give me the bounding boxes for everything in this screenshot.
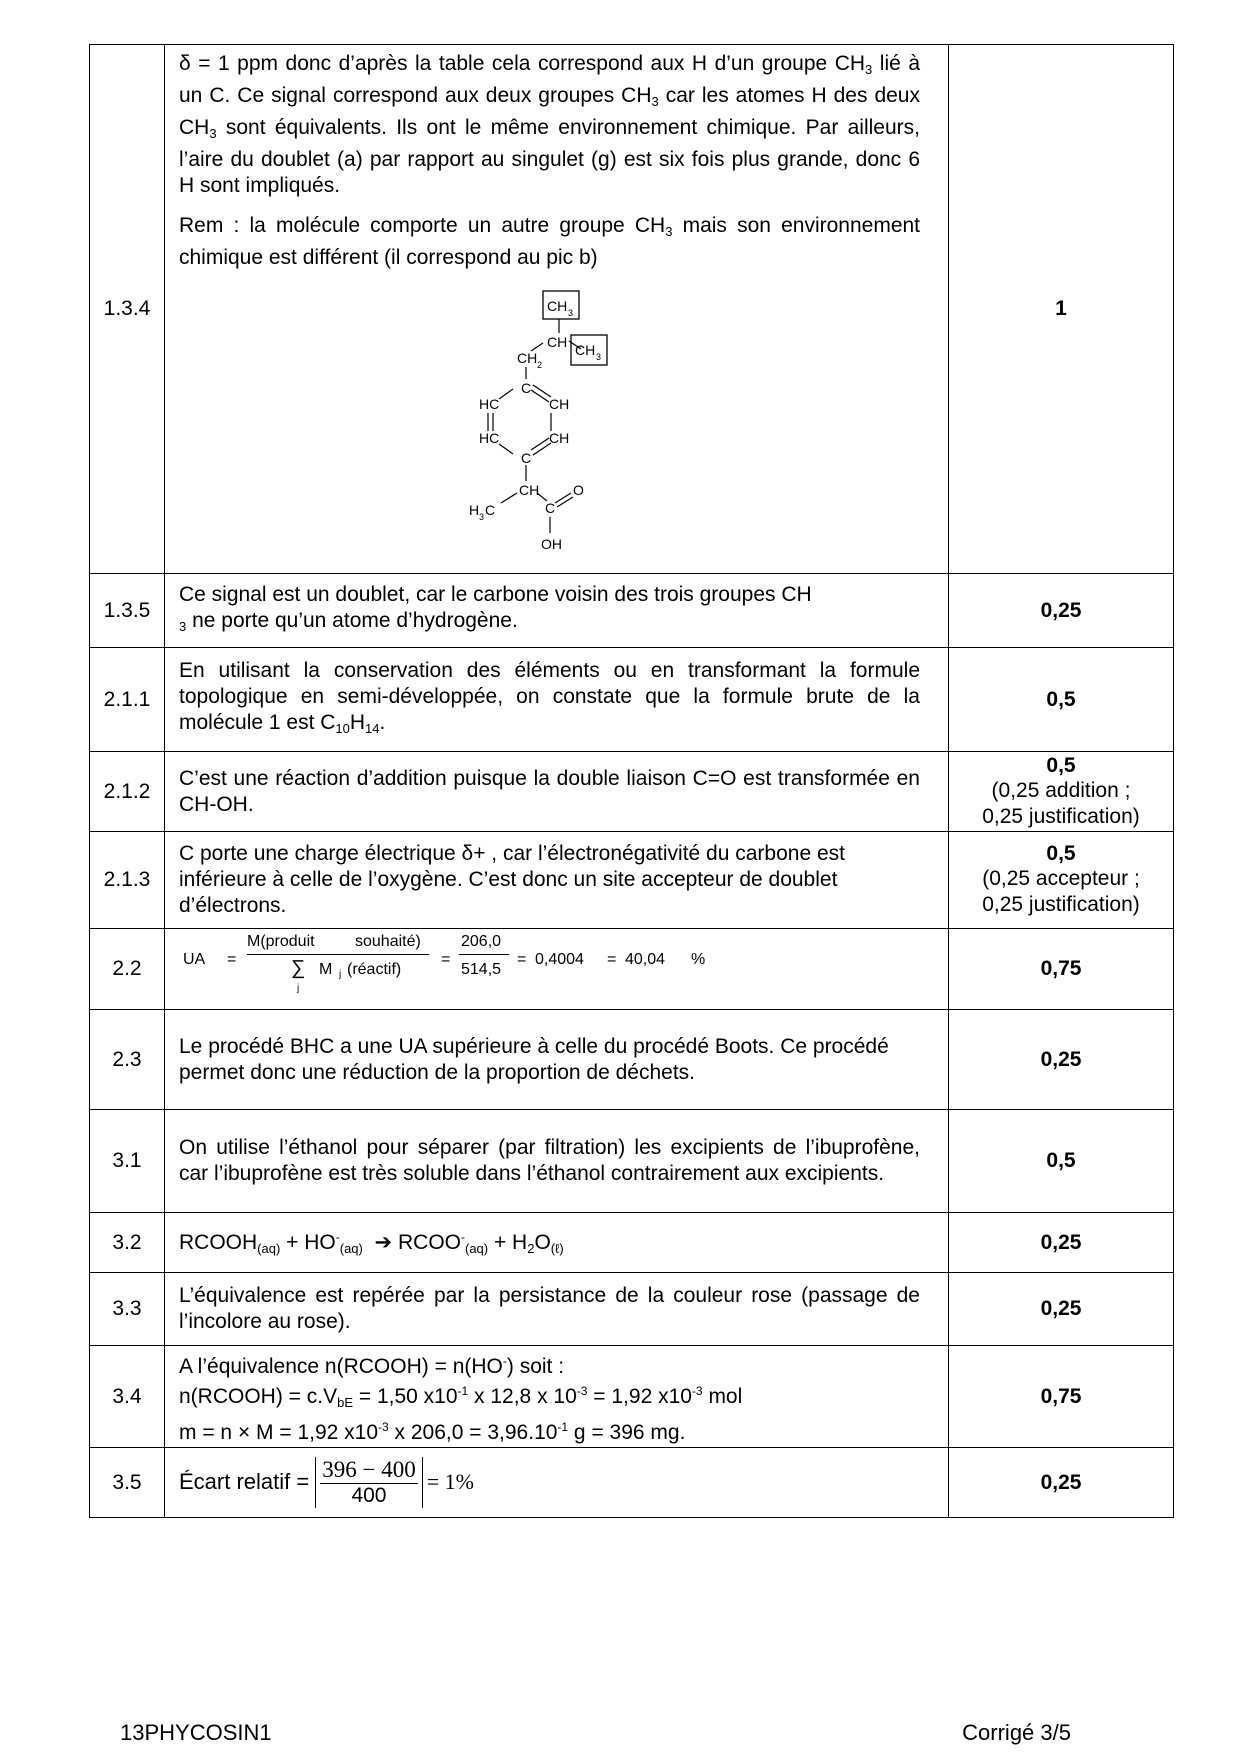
answer-text: C porte une charge électrique δ+ , car l’électronégativité du carbone est inférieure à celle de l’oxygène. C’est donc un site accepteur de doublet d’électrons. (179, 842, 845, 917)
table-row (90, 648, 1174, 752)
atom-index: 3 (479, 512, 485, 522)
table-row (90, 1346, 1174, 1448)
score-cell (949, 752, 1174, 832)
atom-label: CH (547, 298, 568, 314)
question-number: 3.5 (90, 1448, 165, 1518)
question-number: 2.1.3 (90, 832, 165, 929)
atom-label: H (469, 502, 480, 518)
fraction-bar (247, 954, 429, 955)
atom-label: CH (517, 350, 538, 366)
score-detail: 0,25 justification) (982, 893, 1140, 916)
question-number: 2.3 (90, 1010, 165, 1110)
answer-text: En utilisant la conservation des éléments ou en transformant la formule topologique en semi-développée, on constate que la formule brute de la molécule 1 est $C_{10}H_{14}$. (179, 658, 920, 736)
score: 0,25 (949, 1010, 1174, 1110)
atom-label: C (545, 500, 556, 516)
formula-text: 206,0 (461, 933, 502, 950)
table-row (90, 1273, 1174, 1346)
document-code: 13PHYCOSIN1 (120, 1720, 272, 1745)
answer-cell (165, 832, 949, 929)
answer-cell (165, 1346, 949, 1448)
atom-label: C (521, 450, 532, 466)
answer-cell (165, 1010, 949, 1110)
atom-label: HC (479, 430, 500, 446)
question-number: 3.2 (90, 1213, 165, 1273)
score-detail: (0,25 accepteur ; (982, 867, 1140, 890)
score: 0,5 (949, 1110, 1174, 1213)
formula-text: j (297, 983, 300, 994)
answer-cell (165, 929, 949, 1010)
answer-text: A l’équivalence n(RCOOH) = n(HO-) soit : n(RCOOH) = $c.V_{bE} = 1,50$ $x10^{-1}$ x 12,8 x $10^{-3} = 1,92$ $x10^{-3}$ mol m = n × M = 1,92 $x10^{-3}$ x $206,0 = 3,96.10^{-1}$ g = 396 mg. (179, 1353, 743, 1444)
question-number: 2.1.2 (90, 752, 165, 832)
answer-key-table (89, 44, 1174, 1518)
score-cell (949, 832, 1174, 929)
table-row (90, 929, 1174, 1010)
question-number: 2.1.1 (90, 648, 165, 752)
page-number: Corrigé 3/5 (962, 1720, 1071, 1745)
formula-text: M(produit (247, 933, 315, 950)
atom-label: CH (549, 430, 570, 446)
answer-cell (165, 648, 949, 752)
question-number: 2.2 (90, 929, 165, 1010)
fraction-bar (459, 954, 509, 955)
ibuprofen-structure (179, 281, 920, 571)
score: 0,75 (949, 1346, 1174, 1448)
formula-text: Écart relatif = (179, 1469, 310, 1495)
formula-text: % (691, 951, 706, 968)
formula-text: = (607, 951, 617, 968)
atom-label: CH (547, 334, 568, 350)
atom-label: CH (519, 482, 540, 498)
formula-text: souhaité) (355, 933, 421, 950)
score: 0,75 (949, 929, 1174, 1010)
table-row (90, 1448, 1174, 1518)
formula-text: 514,5 (461, 961, 502, 978)
atom-label: C (521, 380, 532, 396)
question-number: 3.3 (90, 1273, 165, 1346)
score: 1 (949, 45, 1174, 574)
formula-text: = 1% (426, 1469, 474, 1495)
answer-cell (165, 1213, 949, 1273)
formula-text: = (517, 951, 527, 968)
answer-cell (165, 752, 949, 832)
table-row (90, 1010, 1174, 1110)
answer-cell (165, 1448, 949, 1518)
atom-index: 3 (596, 352, 602, 362)
table-row (90, 832, 1174, 929)
answer-text: On utilise l’éthanol pour séparer (par filtration) les excipients de l’ibuprofène, car l’ibuprofène est très soluble dans l’éthanol contrairement aux excipients. (179, 1136, 920, 1185)
atom-index: 3 (568, 308, 574, 318)
formula-text: = (227, 951, 237, 968)
score: 0,5 (949, 648, 1174, 752)
formula-text: 40,04 (625, 951, 666, 968)
score: 0,25 (949, 1448, 1174, 1518)
answer-cell (165, 1110, 949, 1213)
answer-text: C’est une réaction d’addition puisque la double liaison C=O est transformée en CH-OH. (179, 766, 920, 816)
reaction-equation: $RCOOH_{(aq)} + HO^-_{(aq)}$ ➔ $RCOO^-_{(aq)} + H_2O_{(\ell)}$ (179, 1229, 564, 1256)
formula-text: j (339, 969, 342, 980)
answer-text: Ce signal est un doublet, car le carbone voisin des trois groupes CH $_3$ ne porte qu’un atome d’hydrogène. (179, 582, 812, 634)
atom-label: CH (575, 342, 596, 358)
formula-text: 0,4004 (535, 951, 584, 968)
formula-text: (réactif) (347, 961, 402, 978)
atom-label: C (485, 502, 496, 518)
atom-index: 2 (537, 360, 543, 370)
formula-text: 396 − 400 (322, 1456, 416, 1482)
answer-cell (165, 1273, 949, 1346)
abs-fraction (315, 1457, 422, 1508)
atom-economy-formula (179, 933, 920, 1005)
score: 0,5 (1046, 842, 1076, 865)
formula-text: = (441, 951, 451, 968)
atom-label: O (573, 482, 584, 498)
score: 0,25 (949, 574, 1174, 648)
table-row (90, 752, 1174, 832)
score: 0,25 (949, 1213, 1174, 1273)
score-detail: 0,25 justification) (982, 804, 1140, 828)
question-number: 3.4 (90, 1346, 165, 1448)
table-row (90, 1213, 1174, 1273)
formula-text: ∑ (291, 957, 306, 979)
answer-cell (165, 574, 949, 648)
formula-text: UA (183, 951, 206, 968)
formula-text: M (319, 961, 333, 978)
answer-text: δ = 1 ppm donc d’après la table cela correspond aux H d’un groupe $CH_3$ lié à un C. Ce signal correspond aux deux groupes $CH_3$ car les atomes H des deux $CH_3$ sont équivalents. Ils ont le même environnement chimique. Par ailleurs, l’aire du doublet (a) par rapport au singulet (g) est six fois plus grande, donc 6 H sont impliqués. (179, 52, 921, 197)
formula-text: 400 (351, 1484, 387, 1508)
atom-label: OH (541, 536, 562, 552)
remark-text: Rem : la molécule comporte un autre groupe $CH_3$ mais son environnement chimique est différent (il correspond au pic b) (179, 214, 921, 269)
question-number: 3.1 (90, 1110, 165, 1213)
score-detail: (0,25 addition ; (991, 778, 1131, 802)
table-row (90, 1110, 1174, 1213)
answer-cell (165, 45, 949, 574)
table-row (90, 45, 1174, 574)
answer-text: L’équivalence est repérée par la persistance de la couleur rose (passage de l’incolore au rose). (179, 1284, 920, 1333)
atom-label: CH (549, 396, 570, 412)
relative-error (179, 1457, 920, 1508)
question-number: 1.3.5 (90, 574, 165, 648)
table-row (90, 574, 1174, 648)
question-number: 1.3.4 (90, 45, 165, 574)
score: 0,25 (949, 1273, 1174, 1346)
score: 0,5 (1046, 753, 1076, 777)
answer-text: Le procédé BHC a une UA supérieure à celle du procédé Boots. Ce procédé permet donc une réduction de la proportion de déchets. (179, 1034, 889, 1084)
atom-label: HC (479, 396, 500, 412)
